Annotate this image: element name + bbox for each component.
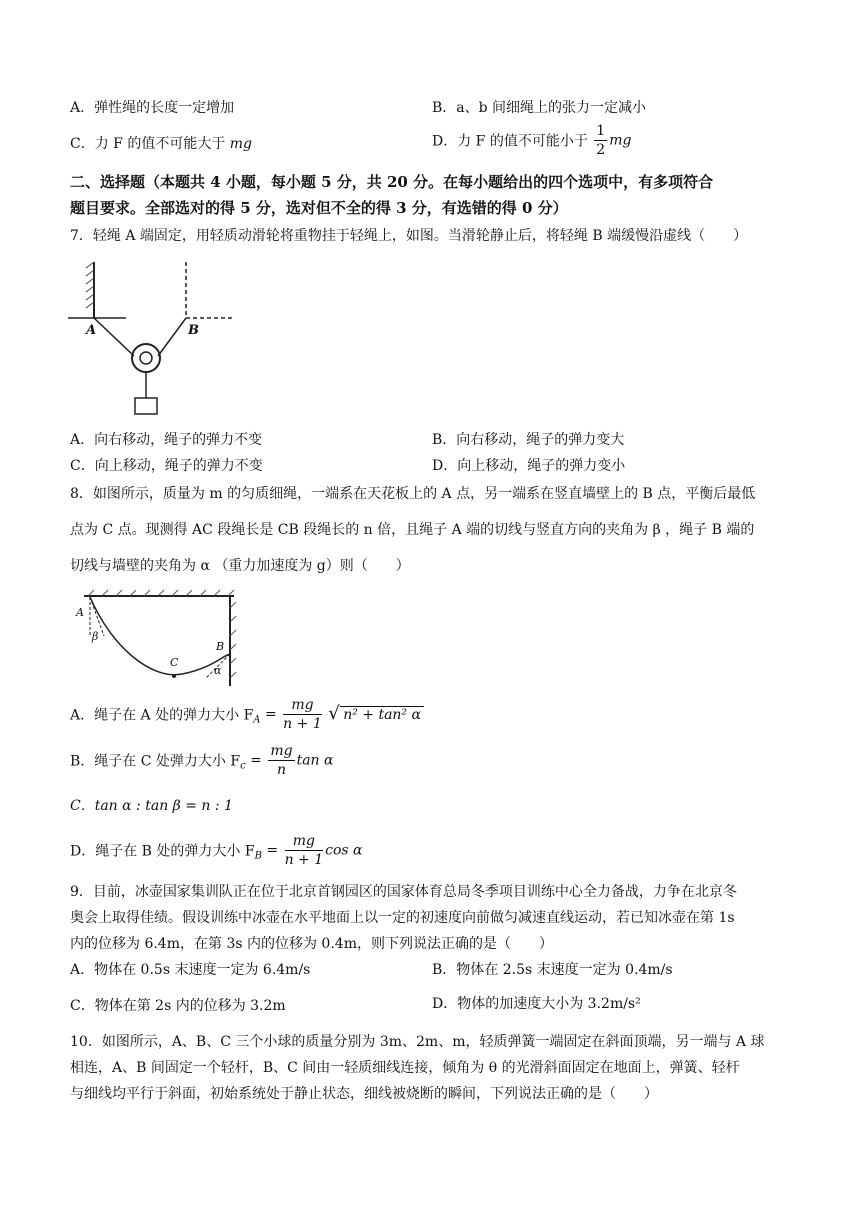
q9-stem-line2: 奥会上取得佳绩。假设训练中冰壶在水平地面上以一定的初速度向前做匀减速直线运动，若已知冰壶在第 1s xyxy=(70,910,735,926)
q6-option-b: B．a、b 间细绳上的张力一定减小 xyxy=(432,100,647,116)
q6-option-a: A．弹性绳的长度一定增加 xyxy=(70,100,235,116)
q9-option-c: C．物体在第 2s 内的位移为 3.2m xyxy=(70,998,286,1014)
q7-option-b: B．向右移动，绳子的弹力变大 xyxy=(432,432,625,448)
q7-label-b: B xyxy=(188,323,199,338)
q8-fig-label-beta: β xyxy=(92,630,99,643)
section-heading-line2: 题目要求。全部选对的得 5 分，选对但不全的得 3 分，有选错的得 0 分） xyxy=(70,199,568,217)
q10-stem-line3: 与细线均平行于斜面，初始系统处于静止状态，细线被烧断的瞬间，下列说法正确的是（ ） xyxy=(70,1086,658,1102)
fraction-numerator: mg xyxy=(285,832,324,851)
q6-option-c-text: C．力 F 的值不可能大于 xyxy=(70,136,230,152)
fraction-denominator: n + 1 xyxy=(283,716,322,732)
fraction-denominator: n xyxy=(276,762,286,778)
q10-stem-line1: 10．如图所示，A、B、C 三个小球的质量分别为 3m、2m、m，轻质弹簧一端固定在斜面顶端，另一端与 A 球 xyxy=(70,1034,765,1050)
q8-option-b xyxy=(70,742,333,779)
q10-stem-line2: 相连，A、B 间固定一个轻杆，B、C 间由一轻质细线连接，倾角为 θ 的光滑斜面固定在地面上，弹簧、轻杆 xyxy=(70,1060,740,1076)
q8-option-a xyxy=(70,696,424,733)
q9-stem-line1: 9．目前，冰壶国家集训队正在位于北京首钢园区的国家体育总局冬季项目训练中心全力备战，力争在北京冬 xyxy=(70,884,737,900)
fraction-denominator: n + 1 xyxy=(284,852,324,868)
q8-fig-label-a: A xyxy=(76,606,84,619)
q8-option-d xyxy=(70,832,363,869)
q8-option-b-tail: tan α xyxy=(296,752,334,769)
q8-option-a-text: A．绳子在 A 处的弹力大小 F xyxy=(70,707,254,724)
fraction-numerator: 1 xyxy=(596,123,606,139)
q8-option-c: C．tan α : tan β = n : 1 xyxy=(70,798,233,814)
q7-label-a: A xyxy=(86,323,97,338)
q8-option-d-tail: cos α xyxy=(325,842,363,859)
q8-option-d-text: D．绳子在 B 处的弹力大小 F xyxy=(70,843,255,860)
q6-option-d-mg: mg xyxy=(609,132,632,149)
q8-fig-label-b: B xyxy=(216,640,225,653)
q8-stem-line1: 8．如图所示，质量为 m 的匀质细绳，一端系在天花板上的 A 点，另一端系在竖直墙壁上的 B 点，平衡后最低 xyxy=(70,486,756,502)
q9-option-d: D．物体的加速度大小为 3.2m/s² xyxy=(432,996,641,1012)
q8-option-d-eq: = xyxy=(266,842,279,859)
q8-fig-label-c: C xyxy=(170,656,179,669)
q7-option-c: C．向上移动，绳子的弹力不变 xyxy=(70,458,263,474)
q9-stem-line3: 内的位移为 6.4m，在第 3s 内的位移为 0.4m，则下列说法正确的是（ ） xyxy=(70,936,553,952)
q8-stem-line2: 点为 C 点。现测得 AC 段绳长是 CB 段绳长的 n 倍，且绳子 A 端的切线与竖直方向的夹角为 β ，绳子 B 端的 xyxy=(70,522,755,538)
q8-option-d-sub: B xyxy=(254,850,262,862)
q7-option-a: A．向右移动，绳子的弹力不变 xyxy=(70,432,263,448)
q8-option-b-sub: c xyxy=(240,760,246,772)
q6-option-c xyxy=(70,134,252,154)
q9-option-b: B．物体在 2.5s 末速度一定为 0.4m/s xyxy=(432,962,673,978)
fraction-denominator: 2 xyxy=(596,142,606,158)
q7-option-d: D．向上移动，绳子的弹力变小 xyxy=(432,458,626,474)
q7-pulley-figure xyxy=(66,258,241,423)
q8-fig-label-alpha: α xyxy=(214,664,222,677)
q6-option-c-mg: mg xyxy=(229,136,253,152)
q6-option-d xyxy=(432,122,631,159)
q8-option-d-fraction xyxy=(285,832,324,869)
q6-option-d-text: D．力 F 的值不可能小于 xyxy=(432,133,588,150)
q8-option-a-fraction xyxy=(283,696,322,733)
q9-option-a: A．物体在 0.5s 末速度一定为 6.4m/s xyxy=(70,962,311,978)
q8-option-a-sub: A xyxy=(253,714,261,726)
q7-stem: 7．轻绳 A 端固定，用轻质动滑轮将重物挂于轻绳上，如图。当滑轮静止后，将轻绳 B 端缓慢沿虚线（ ） xyxy=(70,228,748,244)
q8-option-b-eq: = xyxy=(250,752,262,769)
q8-option-b-text: B．绳子在 C 处弹力大小 F xyxy=(70,753,241,770)
fraction-numerator: mg xyxy=(270,743,293,759)
section-heading-line1: 二、选择题（本题共 4 小题，每小题 5 分，共 20 分。在每小题给出的四个选项中，有多项符合 xyxy=(70,173,714,191)
q8-option-a-eq: = xyxy=(264,706,277,723)
q8-option-a-sqrt: √ n² + tan² α xyxy=(340,706,424,723)
q8-stem-line3: 切线与墙壁的夹角为 α （重力加速度为 g）则（ ） xyxy=(70,558,410,574)
q8-option-b-fraction xyxy=(268,742,294,779)
q6-option-d-fraction xyxy=(594,122,607,159)
fraction-numerator: mg xyxy=(283,696,322,715)
